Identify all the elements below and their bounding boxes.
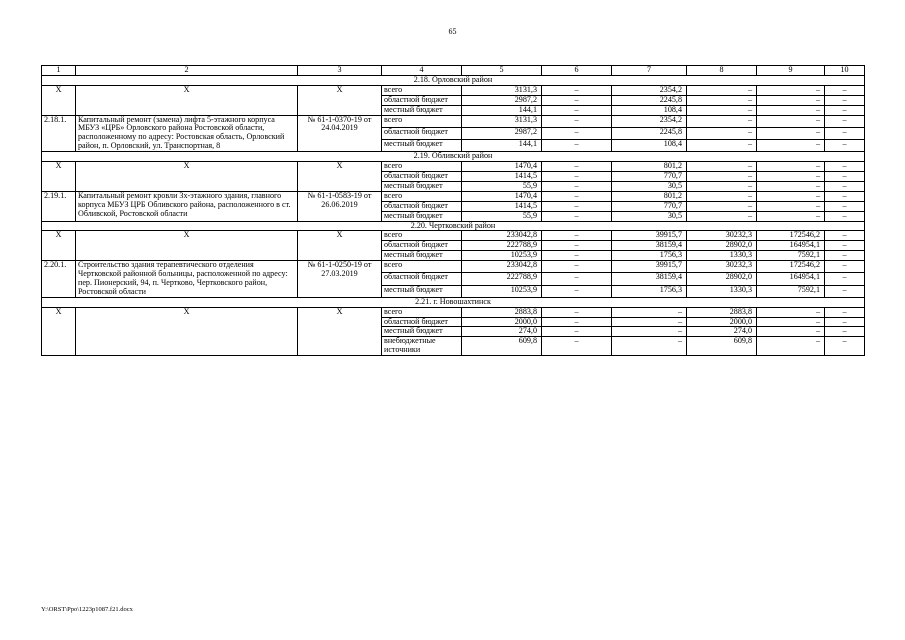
value-col7: 770,7 — [612, 201, 687, 211]
value-col10: – — [825, 317, 865, 327]
value-col8: – — [687, 85, 757, 95]
item-name: Капитальный ремонт (замена) лифта 5-этажного корпуса МБУЗ «ЦРБ» Орловского района Ростовской области, расположенному по адресу: Ростовская область, Орловский район, п. Орловский, ул. Транспортная, 8 — [76, 115, 298, 152]
value-col7: 801,2 — [612, 191, 687, 201]
value-col9: – — [757, 105, 825, 115]
value-col6: – — [542, 171, 612, 181]
section-row — [42, 75, 865, 85]
value-col6: – — [542, 317, 612, 327]
value-col9: – — [757, 337, 825, 356]
value-col10: – — [825, 171, 865, 181]
value-col9: – — [757, 127, 825, 139]
item-number: X — [42, 307, 76, 356]
value-col7: 39915,7 — [612, 261, 687, 273]
value-col9: – — [757, 85, 825, 95]
funding-source: местный бюджет — [382, 251, 462, 261]
value-col9: – — [757, 171, 825, 181]
table-header-row — [42, 66, 865, 76]
value-col10: – — [825, 201, 865, 211]
section-row — [42, 221, 865, 231]
value-col6: – — [542, 95, 612, 105]
value-col6: – — [542, 127, 612, 139]
item-name: X — [76, 307, 298, 356]
value-col7: – — [612, 307, 687, 317]
value-col9: – — [757, 211, 825, 221]
value-col8: – — [687, 162, 757, 172]
value-col7: 1756,3 — [612, 285, 687, 297]
column-header: 5 — [462, 66, 542, 76]
value-col7: 108,4 — [612, 105, 687, 115]
value-col8: – — [687, 115, 757, 127]
value-col10: – — [825, 337, 865, 356]
column-header: 6 — [542, 66, 612, 76]
funding-source: всего — [382, 85, 462, 95]
value-col10: – — [825, 327, 865, 337]
value-col7: – — [612, 317, 687, 327]
value-col6: – — [542, 307, 612, 317]
value-col8: 609,8 — [687, 337, 757, 356]
funding-source: местный бюджет — [382, 285, 462, 297]
value-col7: 30,5 — [612, 211, 687, 221]
value-col9: – — [757, 95, 825, 105]
funding-source: областной бюджет — [382, 317, 462, 327]
value-col5: 2987,2 — [462, 95, 542, 105]
item-name: X — [76, 231, 298, 261]
table-row — [42, 85, 865, 95]
value-col10: – — [825, 241, 865, 251]
value-col8: – — [687, 201, 757, 211]
value-col7: 770,7 — [612, 171, 687, 181]
value-col7: 38159,4 — [612, 273, 687, 285]
value-col6: – — [542, 251, 612, 261]
value-col9: – — [757, 317, 825, 327]
value-col8: – — [687, 139, 757, 151]
funding-source: областной бюджет — [382, 201, 462, 211]
value-col9: 7592,1 — [757, 285, 825, 297]
value-col6: – — [542, 191, 612, 201]
value-col5: 10253,9 — [462, 251, 542, 261]
value-col6: – — [542, 337, 612, 356]
value-col9: – — [757, 327, 825, 337]
file-path-footer: Y:\ORST\Ppo\1223p1087.f21.docx — [41, 606, 133, 613]
page-number: 65 — [448, 27, 457, 36]
value-col8: – — [687, 105, 757, 115]
value-col8: 28902,0 — [687, 273, 757, 285]
funding-source: всего — [382, 307, 462, 317]
item-number: X — [42, 231, 76, 261]
value-col6: – — [542, 181, 612, 191]
value-col9: – — [757, 139, 825, 151]
value-col10: – — [825, 251, 865, 261]
value-col6: – — [542, 273, 612, 285]
funding-source: областной бюджет — [382, 95, 462, 105]
column-header: 4 — [382, 66, 462, 76]
value-col9: – — [757, 181, 825, 191]
value-col5: 144,1 — [462, 105, 542, 115]
column-header: 2 — [76, 66, 298, 76]
funding-source: областной бюджет — [382, 171, 462, 181]
value-col10: – — [825, 307, 865, 317]
item-document: X — [298, 307, 382, 356]
value-col10: – — [825, 115, 865, 127]
item-name: Капитальный ремонт кровли 3х-этажного здания, главного корпуса МБУЗ ЦРБ Обливского района, расположенного в ст. Обливской, Ростовской области — [76, 191, 298, 221]
funding-source: внебюджетные источники — [382, 337, 462, 356]
value-col8: 274,0 — [687, 327, 757, 337]
item-number: 2.18.1. — [42, 115, 76, 152]
value-col5: 2883,8 — [462, 307, 542, 317]
value-col10: – — [825, 273, 865, 285]
value-col6: – — [542, 115, 612, 127]
value-col9: – — [757, 162, 825, 172]
funding-source: местный бюджет — [382, 105, 462, 115]
value-col7: – — [612, 337, 687, 356]
funding-source: местный бюджет — [382, 327, 462, 337]
value-col8: – — [687, 191, 757, 201]
value-col7: 1756,3 — [612, 251, 687, 261]
value-col8: 30232,3 — [687, 261, 757, 273]
value-col5: 233042,8 — [462, 231, 542, 241]
item-document: X — [298, 85, 382, 115]
section-row — [42, 152, 865, 162]
value-col5: 144,1 — [462, 139, 542, 151]
value-col10: – — [825, 127, 865, 139]
value-col5: 10253,9 — [462, 285, 542, 297]
value-col10: – — [825, 231, 865, 241]
value-col6: – — [542, 201, 612, 211]
item-number: X — [42, 85, 76, 115]
value-col9: – — [757, 307, 825, 317]
value-col6: – — [542, 241, 612, 251]
value-col7: 2354,2 — [612, 115, 687, 127]
value-col7: 108,4 — [612, 139, 687, 151]
value-col9: 164954,1 — [757, 241, 825, 251]
value-col6: – — [542, 285, 612, 297]
value-col8: – — [687, 127, 757, 139]
item-document: № 61-1-0370-19 от 24.04.2019 — [298, 115, 382, 152]
funding-source: местный бюджет — [382, 139, 462, 151]
item-name: X — [76, 162, 298, 192]
funding-source: всего — [382, 261, 462, 273]
value-col8: – — [687, 171, 757, 181]
item-document: X — [298, 231, 382, 261]
value-col5: 3131,3 — [462, 85, 542, 95]
item-document: № 61-1-0250-19 от 27.03.2019 — [298, 261, 382, 298]
value-col7: 2245,8 — [612, 95, 687, 105]
value-col6: – — [542, 231, 612, 241]
value-col9: 164954,1 — [757, 273, 825, 285]
table-row — [42, 231, 865, 241]
value-col10: – — [825, 85, 865, 95]
funding-source: всего — [382, 231, 462, 241]
value-col8: 2883,8 — [687, 307, 757, 317]
value-col7: 39915,7 — [612, 231, 687, 241]
value-col5: 2000,0 — [462, 317, 542, 327]
value-col7: 2245,8 — [612, 127, 687, 139]
value-col9: – — [757, 191, 825, 201]
value-col8: – — [687, 211, 757, 221]
section-title: 2.20. Чертковский район — [42, 221, 865, 231]
funding-source: местный бюджет — [382, 181, 462, 191]
funding-source: всего — [382, 191, 462, 201]
value-col10: – — [825, 181, 865, 191]
item-number: X — [42, 162, 76, 192]
value-col5: 1470,4 — [462, 162, 542, 172]
value-col8: – — [687, 181, 757, 191]
table-row — [42, 191, 865, 201]
funding-source: областной бюджет — [382, 273, 462, 285]
value-col5: 3131,3 — [462, 115, 542, 127]
item-name: X — [76, 85, 298, 115]
column-header: 3 — [298, 66, 382, 76]
value-col6: – — [542, 211, 612, 221]
item-number: 2.20.1. — [42, 261, 76, 298]
value-col8: – — [687, 95, 757, 105]
value-col10: – — [825, 162, 865, 172]
item-document: № 61-1-0583-19 от 26.06.2019 — [298, 191, 382, 221]
value-col6: – — [542, 105, 612, 115]
value-col10: – — [825, 261, 865, 273]
column-header: 8 — [687, 66, 757, 76]
value-col9: 172546,2 — [757, 261, 825, 273]
column-header: 7 — [612, 66, 687, 76]
value-col5: 1414,5 — [462, 171, 542, 181]
value-col10: – — [825, 95, 865, 105]
value-col7: 38159,4 — [612, 241, 687, 251]
item-name: Строительство здания терапевтического отделения Чертковской районной больницы, расположенной по адресу: пер. Пионерский, 94, п. Чертково, Чертковского район, Ростовской области — [76, 261, 298, 298]
value-col9: – — [757, 201, 825, 211]
value-col5: 233042,8 — [462, 261, 542, 273]
value-col9: 7592,1 — [757, 251, 825, 261]
column-header: 9 — [757, 66, 825, 76]
value-col8: 28902,0 — [687, 241, 757, 251]
column-header: 10 — [825, 66, 865, 76]
funding-source: областной бюджет — [382, 127, 462, 139]
value-col5: 274,0 — [462, 327, 542, 337]
value-col8: 30232,3 — [687, 231, 757, 241]
funding-source: областной бюджет — [382, 241, 462, 251]
section-title: 2.19. Обливский район — [42, 152, 865, 162]
section-row — [42, 297, 865, 307]
value-col6: – — [542, 261, 612, 273]
value-col5: 55,9 — [462, 211, 542, 221]
value-col6: – — [542, 327, 612, 337]
funding-source: всего — [382, 162, 462, 172]
value-col6: – — [542, 85, 612, 95]
table-row — [42, 162, 865, 172]
value-col10: – — [825, 191, 865, 201]
value-col9: – — [757, 115, 825, 127]
section-title: 2.21. г. Новошахтинск — [42, 297, 865, 307]
value-col5: 55,9 — [462, 181, 542, 191]
section-title: 2.18. Орловский район — [42, 75, 865, 85]
funding-source: всего — [382, 115, 462, 127]
value-col7: 2354,2 — [612, 85, 687, 95]
column-header: 1 — [42, 66, 76, 76]
table-row — [42, 307, 865, 317]
value-col8: 1330,3 — [687, 251, 757, 261]
table-row — [42, 115, 865, 127]
value-col6: – — [542, 139, 612, 151]
value-col5: 609,8 — [462, 337, 542, 356]
value-col5: 222788,9 — [462, 241, 542, 251]
value-col10: – — [825, 105, 865, 115]
value-col10: – — [825, 211, 865, 221]
funding-source: местный бюджет — [382, 211, 462, 221]
value-col5: 222788,9 — [462, 273, 542, 285]
value-col7: 801,2 — [612, 162, 687, 172]
value-col6: – — [542, 162, 612, 172]
value-col10: – — [825, 285, 865, 297]
value-col5: 2987,2 — [462, 127, 542, 139]
value-col8: 1330,3 — [687, 285, 757, 297]
value-col7: – — [612, 327, 687, 337]
value-col8: 2000,0 — [687, 317, 757, 327]
item-document: X — [298, 162, 382, 192]
value-col7: 30,5 — [612, 181, 687, 191]
value-col5: 1414,5 — [462, 201, 542, 211]
item-number: 2.19.1. — [42, 191, 76, 221]
budget-table — [41, 65, 865, 356]
value-col5: 1470,4 — [462, 191, 542, 201]
value-col9: 172546,2 — [757, 231, 825, 241]
value-col10: – — [825, 139, 865, 151]
table-row — [42, 261, 865, 273]
